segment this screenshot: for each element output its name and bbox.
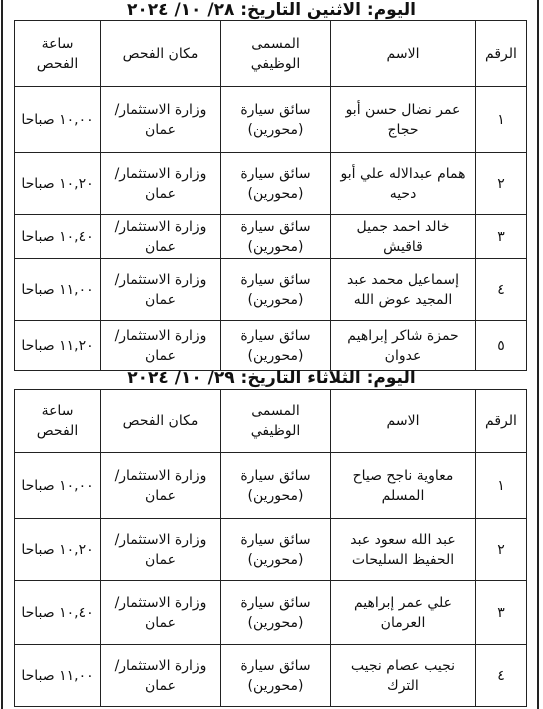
cell-time: ١١,٢٠ صباحا xyxy=(15,321,101,371)
cell-num: ٢ xyxy=(476,519,527,581)
cell-time: ١٠,٠٠ صباحا xyxy=(15,453,101,519)
cell-job: سائق سيارة (محورين) xyxy=(221,519,331,581)
table-row xyxy=(15,581,527,645)
cell-time: ١١,٠٠ صباحا xyxy=(15,259,101,321)
cell-time: ١٠,٢٠ صباحا xyxy=(15,519,101,581)
header-job: المسمى الوظيفي xyxy=(221,21,331,87)
cell-place: وزارة الاستثمار/ عمان xyxy=(101,519,221,581)
cell-job: سائق سيارة (محورين) xyxy=(221,153,331,215)
cell-num: ٢ xyxy=(476,153,527,215)
cell-num: ٣ xyxy=(476,581,527,645)
cell-job: سائق سيارة (محورين) xyxy=(221,87,331,153)
cell-place: وزارة الاستثمار/ عمان xyxy=(101,453,221,519)
cell-num: ٤ xyxy=(476,259,527,321)
cell-time: ١١,٠٠ صباحا xyxy=(15,645,101,707)
cell-name: عبد الله سعود عبد الحفيظ السليحات xyxy=(331,519,476,581)
table-row xyxy=(15,215,527,259)
header-time: ساعة الفحص xyxy=(15,21,101,87)
cell-num: ٥ xyxy=(476,321,527,371)
cell-place: وزارة الاستثمار/ عمان xyxy=(101,153,221,215)
cell-place: وزارة الاستثمار/ عمان xyxy=(101,321,221,371)
cell-name: إسماعيل محمد عبد المجيد عوض الله xyxy=(331,259,476,321)
day-title-tuesday: اليوم: الثلاثاء التاريخ: ٢٩/ ١٠/ ٢٠٢٤ xyxy=(127,368,416,388)
table-row xyxy=(15,645,527,707)
header-num: الرقم xyxy=(476,390,527,453)
cell-time: ١٠,٤٠ صباحا xyxy=(15,581,101,645)
cell-place: وزارة الاستثمار/ عمان xyxy=(101,259,221,321)
cell-name: همام عبدالاله علي أبو دحيه xyxy=(331,153,476,215)
cell-place: وزارة الاستثمار/ عمان xyxy=(101,87,221,153)
schedule-table-monday xyxy=(14,20,527,371)
table-row xyxy=(15,321,527,371)
cell-job: سائق سيارة (محورين) xyxy=(221,215,331,259)
table-row xyxy=(15,453,527,519)
cell-name: نجيب عصام نجيب الترك xyxy=(331,645,476,707)
cell-num: ١ xyxy=(476,87,527,153)
cell-name: معاوية ناجح صياح المسلم xyxy=(331,453,476,519)
table-header-row xyxy=(15,390,527,453)
cell-time: ١٠,٠٠ صباحا xyxy=(15,87,101,153)
header-place: مكان الفحص xyxy=(101,390,221,453)
cell-num: ١ xyxy=(476,453,527,519)
cell-time: ١٠,٢٠ صباحا xyxy=(15,153,101,215)
header-name: الاسم xyxy=(331,21,476,87)
cell-num: ٣ xyxy=(476,215,527,259)
cell-place: وزارة الاستثمار/ عمان xyxy=(101,645,221,707)
cell-place: وزارة الاستثمار/ عمان xyxy=(101,581,221,645)
cell-job: سائق سيارة (محورين) xyxy=(221,453,331,519)
table-row xyxy=(15,153,527,215)
table-row xyxy=(15,259,527,321)
table-header-row xyxy=(15,21,527,87)
cell-job: سائق سيارة (محورين) xyxy=(221,581,331,645)
cell-job: سائق سيارة (محورين) xyxy=(221,645,331,707)
cell-name: عمر نضال حسن أبو حجاج xyxy=(331,87,476,153)
header-time: ساعة الفحص xyxy=(15,390,101,453)
header-name: الاسم xyxy=(331,390,476,453)
header-place: مكان الفحص xyxy=(101,21,221,87)
table-row xyxy=(15,87,527,153)
schedule-table-tuesday xyxy=(14,389,527,707)
cell-name: حمزة شاكر إبراهيم عدوان xyxy=(331,321,476,371)
table-row xyxy=(15,519,527,581)
cell-time: ١٠,٤٠ صباحا xyxy=(15,215,101,259)
cell-place: وزارة الاستثمار/ عمان xyxy=(101,215,221,259)
cell-job: سائق سيارة (محورين) xyxy=(221,321,331,371)
cell-num: ٤ xyxy=(476,645,527,707)
header-num: الرقم xyxy=(476,21,527,87)
cell-job: سائق سيارة (محورين) xyxy=(221,259,331,321)
header-job: المسمى الوظيفي xyxy=(221,390,331,453)
cell-name: علي عمر إبراهيم العرمان xyxy=(331,581,476,645)
day-title-monday: اليوم: الاثنين التاريخ: ٢٨/ ١٠/ ٢٠٢٤ xyxy=(127,0,416,20)
cell-name: خالد احمد جميل قاقيش xyxy=(331,215,476,259)
